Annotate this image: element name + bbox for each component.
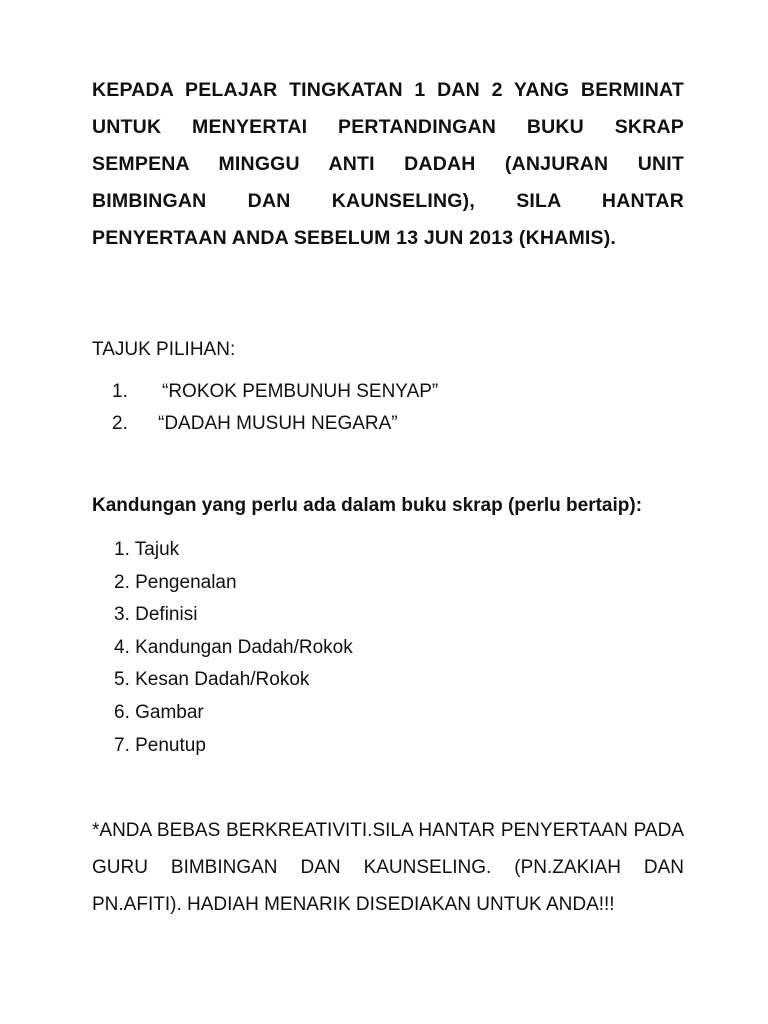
list-item: 4. Kandungan Dadah/Rokok <box>114 636 353 658</box>
list-item <box>112 412 592 444</box>
heading-line: PENYERTAAN ANDA SEBELUM 13 JUN 2013 (KHAMIS). <box>92 227 617 249</box>
footer-line: GURU BIMBINGAN DAN KAUNSELING. (PN.ZAKIAH DAN <box>92 857 684 878</box>
heading-line: UNTUK MENYERTAI PERTANDINGAN BUKU SKRAP <box>92 116 684 138</box>
list-item <box>112 380 592 412</box>
list-item-text: “ROKOK PEMBUNUH SENYAP” <box>162 381 439 402</box>
list-item-number: 1. <box>112 381 128 402</box>
notice-footer <box>92 812 684 923</box>
topics-label: TAJUK PILIHAN: <box>92 339 236 360</box>
list-item: 1. Tajuk <box>114 539 180 560</box>
footer-line: PN.AFITI). HADIAH MENARIK DISEDIAKAN UNTUK ANDA!!! <box>92 894 615 915</box>
list-item: 7. Penutup <box>114 734 206 756</box>
footer-line: *ANDA BEBAS BERKREATIVITI.SILA HANTAR PENYERTAAN PADA <box>92 820 684 841</box>
contents-label: Kandungan yang perlu ada dalam buku skrap (perlu bertaip): <box>92 495 643 516</box>
heading-line: SEMPENA MINGGU ANTI DADAH (ANJURAN UNIT <box>92 153 684 175</box>
list-item: 3. Definisi <box>114 604 198 626</box>
list-item: 5. Kesan Dadah/Rokok <box>114 669 310 691</box>
heading-line: KEPADA PELAJAR TINGKATAN 1 DAN 2 YANG BERMINAT <box>92 79 684 101</box>
list-item: 6. Gambar <box>114 701 204 723</box>
list-item: 2. Pengenalan <box>114 571 237 593</box>
topics-list <box>112 380 592 444</box>
contents-list <box>114 538 594 766</box>
list-item-number: 2. <box>112 413 128 434</box>
notice-heading <box>92 72 684 257</box>
heading-line: BIMBINGAN DAN KAUNSELING), SILA HANTAR <box>92 190 684 212</box>
list-item-text: “DADAH MUSUH NEGARA” <box>158 413 398 434</box>
